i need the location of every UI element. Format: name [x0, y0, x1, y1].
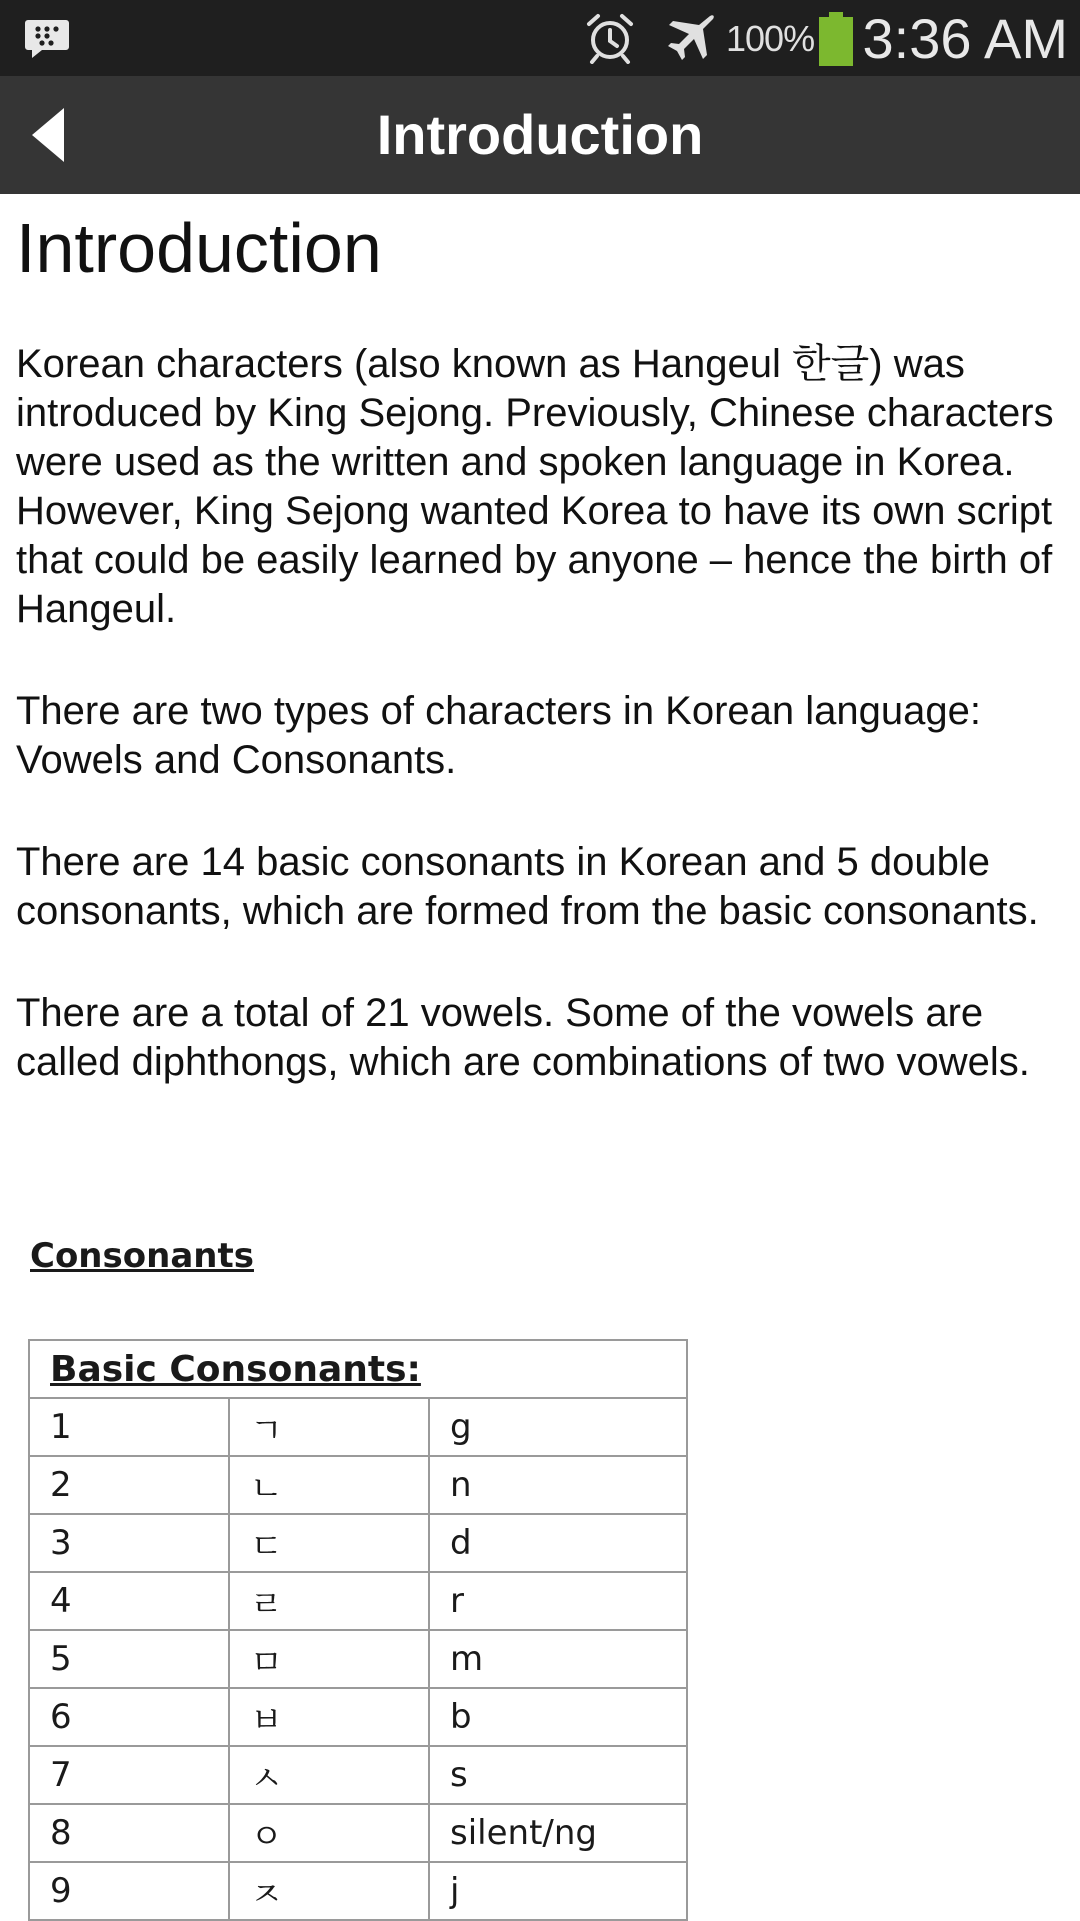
alarm-icon [584, 12, 636, 64]
korean-letter: ㅈ [229, 1862, 429, 1920]
article-content [16, 194, 1066, 1087]
row-number: 9 [29, 1862, 229, 1920]
row-number: 1 [29, 1398, 229, 1456]
table-row [29, 1456, 687, 1514]
romanization: r [429, 1572, 687, 1630]
battery-icon [818, 12, 854, 66]
consonants-heading: Consonants [30, 1236, 254, 1276]
clock: 3:36 AM [862, 7, 1068, 70]
korean-letter: ㄷ [229, 1514, 429, 1572]
table-header: Basic Consonants: [29, 1340, 687, 1398]
action-bar-title: Introduction [376, 103, 704, 166]
table-row [29, 1398, 687, 1456]
bbm-icon [24, 18, 70, 58]
paragraph-vowels: There are a total of 21 vowels. Some of the vowels are called diphthongs, which are combinations of two vowels. [16, 991, 1030, 1084]
korean-letter: ㅅ [229, 1746, 429, 1804]
row-number: 5 [29, 1630, 229, 1688]
romanization: silent/ng [429, 1804, 687, 1862]
row-number: 6 [29, 1688, 229, 1746]
consonants-table [28, 1339, 688, 1921]
korean-letter: ㄴ [229, 1456, 429, 1514]
table-header-row [29, 1340, 687, 1398]
romanization: d [429, 1514, 687, 1572]
row-number: 8 [29, 1804, 229, 1862]
row-number: 7 [29, 1746, 229, 1804]
korean-letter: ㅇ [229, 1804, 429, 1862]
paragraph-intro: Korean characters (also known as Hangeul 한글) was introduced by King Sejong. Previously, Chinese characters were used as the written and spoken language in Korea. However, King Sejong wanted Korea to have its own script that could be easily learned by anyone – hence the birth of Hangeul. [16, 342, 1054, 631]
table-row [29, 1746, 687, 1804]
row-number: 3 [29, 1514, 229, 1572]
korean-letter: ㄹ [229, 1572, 429, 1630]
airplane-mode-icon [660, 12, 716, 64]
romanization: b [429, 1688, 687, 1746]
korean-letter: ㄱ [229, 1398, 429, 1456]
romanization: m [429, 1630, 687, 1688]
table-row [29, 1804, 687, 1862]
row-number: 2 [29, 1456, 229, 1514]
row-number: 4 [29, 1572, 229, 1630]
paragraph-consonants: There are 14 basic consonants in Korean and 5 double consonants, which are formed from the basic consonants. [16, 840, 1039, 933]
status-bar [0, 0, 1080, 76]
korean-letter: ㅁ [229, 1630, 429, 1688]
battery-percent: 100% [726, 18, 815, 59]
romanization: s [429, 1746, 687, 1804]
action-bar [0, 76, 1080, 194]
romanization: n [429, 1456, 687, 1514]
page-title: Introduction [16, 209, 382, 287]
table-row [29, 1688, 687, 1746]
korean-letter: ㅂ [229, 1688, 429, 1746]
table-row [29, 1514, 687, 1572]
table-row [29, 1630, 687, 1688]
paragraph-types: There are two types of characters in Korean language: Vowels and Consonants. [16, 689, 981, 782]
table-row [29, 1862, 687, 1920]
table-row [29, 1572, 687, 1630]
romanization: g [429, 1398, 687, 1456]
romanization: j [429, 1862, 687, 1920]
